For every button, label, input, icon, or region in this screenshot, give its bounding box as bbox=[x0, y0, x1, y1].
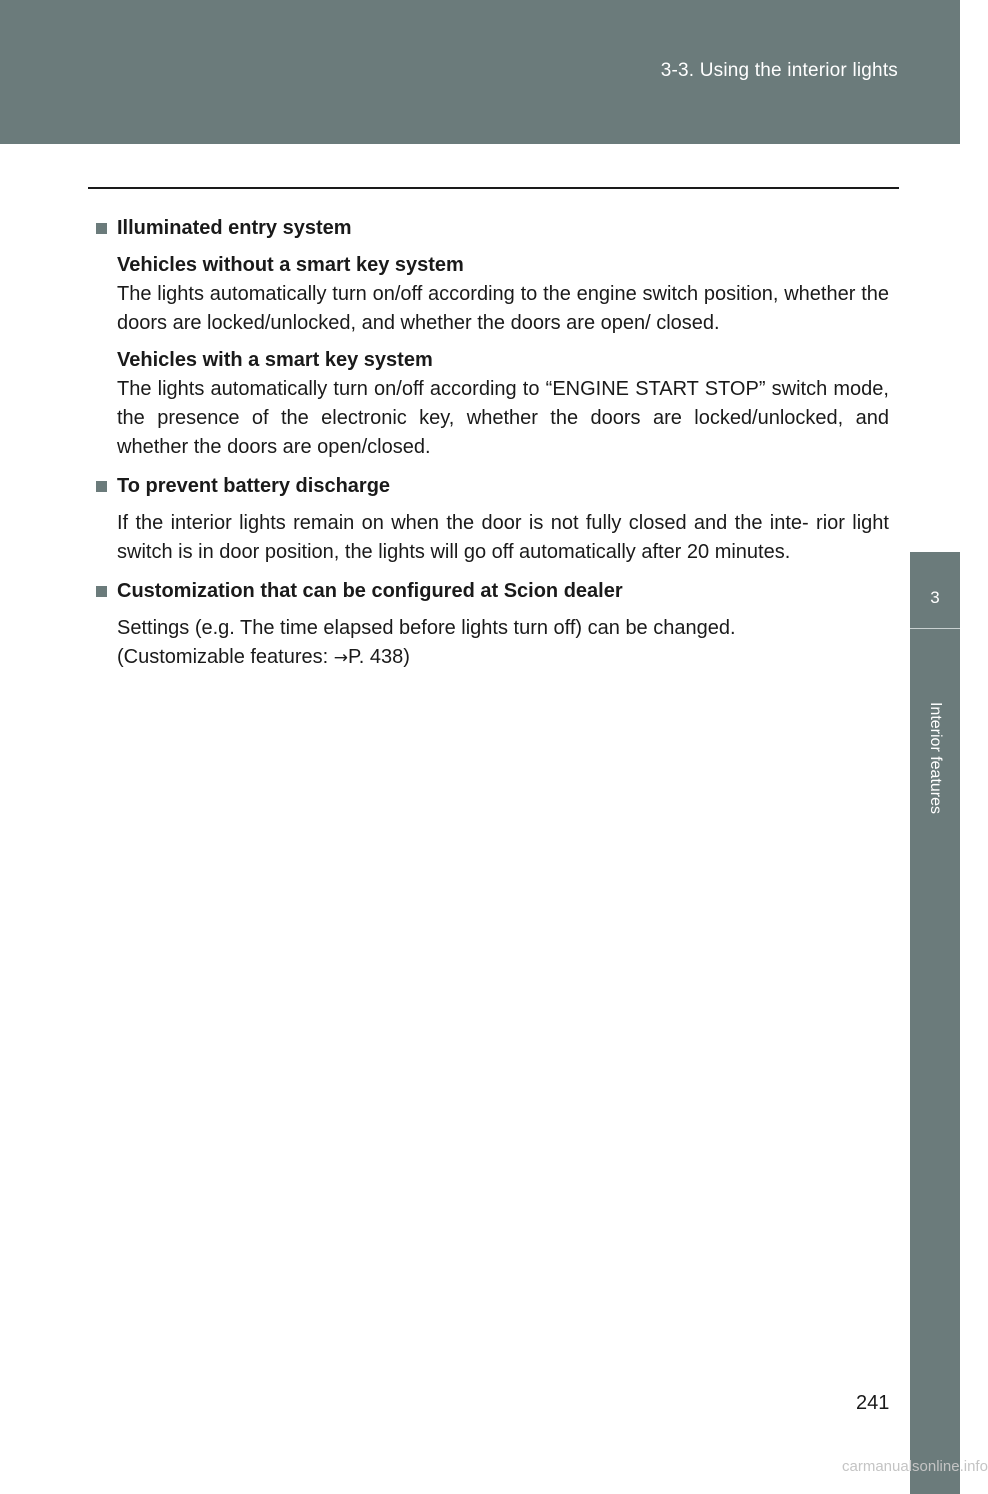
section-heading-text: Customization that can be configured at Scion dealer bbox=[117, 580, 623, 602]
chapter-label: Interior features bbox=[927, 701, 944, 815]
watermark: carmanualsonline.info bbox=[842, 1458, 988, 1475]
section-heading bbox=[96, 472, 889, 501]
section-body bbox=[96, 614, 889, 673]
section-heading bbox=[96, 577, 889, 606]
section-heading bbox=[96, 214, 889, 243]
section-title: 3-3. Using the interior lights bbox=[660, 60, 898, 81]
arrow-right-icon: → bbox=[333, 648, 349, 668]
paragraph: If the interior lights remain on when the door is not fully closed and the inte- rior light switch is in door position, the lights will go off automatically after 20 minutes. bbox=[117, 512, 889, 563]
square-bullet-icon bbox=[96, 481, 107, 492]
square-bullet-icon bbox=[96, 586, 107, 597]
square-bullet-icon bbox=[96, 223, 107, 234]
chapter-label-wrap bbox=[910, 638, 960, 878]
section-heading-text: To prevent battery discharge bbox=[117, 475, 391, 497]
sub-heading: Vehicles with a smart key system bbox=[117, 349, 433, 371]
page-reference-link[interactable]: P. 438) bbox=[348, 646, 410, 668]
subsection bbox=[117, 346, 889, 462]
top-rule bbox=[88, 187, 899, 189]
side-tab-divider bbox=[910, 628, 960, 629]
chapter-side-tab[interactable] bbox=[910, 552, 960, 1494]
paragraph: The lights automatically turn on/off according to the engine switch position, whether the doors are locked/unlocked, and whether the doors are open/ closed. bbox=[117, 283, 889, 334]
paragraph-line-reference bbox=[117, 643, 889, 673]
section-battery-discharge bbox=[96, 472, 889, 567]
paragraph: The lights automatically turn on/off according to “ENGINE START STOP” switch mode, the presence of the electronic key, whether the doors are locked/unlocked, and whether the doors are open/closed. bbox=[117, 378, 889, 458]
page-number: 241 bbox=[856, 1392, 890, 1414]
sub-heading: Vehicles without a smart key system bbox=[117, 254, 464, 276]
section-customization bbox=[96, 577, 889, 673]
section-body bbox=[96, 509, 889, 567]
subsection bbox=[117, 251, 889, 338]
header-bar bbox=[0, 0, 960, 144]
paragraph-line: Settings (e.g. The time elapsed before lights turn off) can be changed. bbox=[117, 617, 736, 639]
section-body bbox=[96, 251, 889, 462]
reference-prefix: (Customizable features: bbox=[117, 646, 334, 668]
page-content bbox=[96, 214, 889, 683]
chapter-number: 3 bbox=[930, 588, 940, 607]
section-illuminated-entry bbox=[96, 214, 889, 462]
section-heading-text: Illuminated entry system bbox=[117, 217, 352, 239]
